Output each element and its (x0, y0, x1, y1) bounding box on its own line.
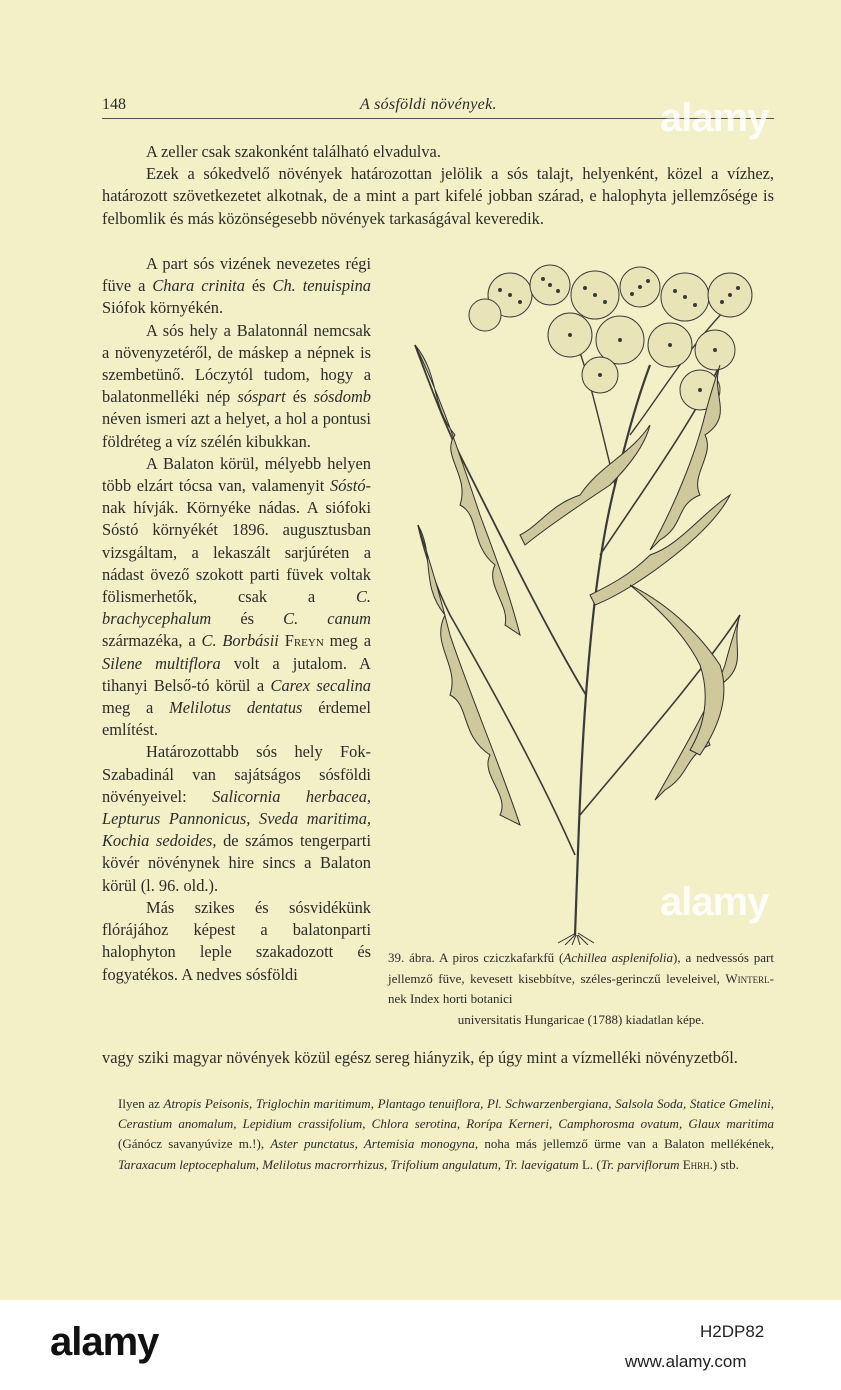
watermark-logo: alamy (660, 880, 769, 924)
paragraph-7: Más szikes és sósvidékünk flórájához képest a balatonparti halophyton leple szakadozott és fogyatékos. A nedves sósföldi (102, 897, 371, 984)
figure-caption: 39. ábra. A piros cziczkafarkfű (Achillea asplenifolia), a nedvessós part jellemző füve, kevesett kisebbítve, széles-gerinczű leveleivel, Winterl-nek Index horti botanici universitatis Hungaricae (1788) kiadatlan képe. (388, 950, 774, 1027)
running-title: A sósföldi növények. (360, 96, 497, 113)
watermark-logo: alamy (660, 96, 769, 140)
small-print-note: Ilyen az Atropis Peisonis, Triglochin maritimum, Plantago tenuiflora, Pl. Schwarzenbergiana, Salsola Soda, Statice Gmelini, Cerastium anomalum, Lepidium crassifolium, Chlora serotina, Rorípa Kerneri, Camphorosma ovatum, Glaux maritima (Gánócz savanyúvize m.!), Aster punctatus, Artemisia monogyna, noha más jellemző ürme van a Balaton mellékének, Taraxacum leptocephalum, Melilotus macrorrhizus, Trifolium angulatum, Tr. laevigatum L. (Tr. parviflorum Ehrh.) stb. (118, 1096, 774, 1172)
site-url: www.alamy.com (625, 1352, 747, 1371)
image-id: H2DP82 (700, 1322, 765, 1341)
paragraph-7-continued: vagy sziki magyar növények közül egész sereg hiányzik, ép úgy mint a vízmelléki növényzetből. (102, 1048, 738, 1067)
achillea-illustration (400, 255, 774, 945)
paragraph-4: A sós hely a Balatonnál nemcsak a növenyzetéről, de máskep a népnek is szembetünő. Lóczytól tudom, hogy a balatonmelléki nép sóspart és sósdomb néven ismeri azt a helyet, a hol a pontusi földréteg a víz szélén kibukkan. (102, 320, 371, 451)
body-column (102, 253, 371, 986)
paragraph-5: A Balaton körül, mélyebb helyen több elzárt tócsa van, valamenyit Sóstó-nak hívják. Környéke nádas. A siófoki Sóstó környékét 1896. augusztusban vizsgáltam, a lekaszált sarjúréten a nádast övező szokott parti füvek voltak fölismerhetők, csak a C. brachycephalum és C. canum származéka, a C. Borbásii Freyn meg a Silene multiflora volt a jutalom. A tihanyi Belső-tó körül a Carex secalina meg a Melilotus dentatus érdemel említést. (102, 453, 371, 740)
paragraph-1: A zeller csak szakonként található elvadulva. (146, 142, 441, 161)
paragraph-2: Ezek a sókedvelő növények határozottan jelölik a sós talajt, helyenként, közel a vízhez, határozott szövetkezetet alkotnak, de a mint a part kifelé jobban szárad, e halophyta jellemzősége is felbomlik és más közönségesebb növények tarkaságával keveredik. (102, 164, 774, 228)
paragraph-6: Határozottabb sós hely Fok-Szabadinál van sajátságos sósföldi növényeivel: Salicornia herbacea, Lepturus Pannonicus, Sveda maritima, Kochia sedoides, de számos tengerparti kövér növénynek hire sincs a Balaton körül (l. 96. old.). (102, 742, 371, 895)
paragraph-3: A part sós vizének nevezetes régi füve a Chara crinita és Ch. tenuispina Siófok környékén. (102, 254, 371, 318)
stock-footer (0, 1300, 841, 1390)
alamy-logo: alamy (50, 1320, 159, 1364)
page-number: 148 (102, 96, 126, 113)
body-top (102, 141, 774, 230)
